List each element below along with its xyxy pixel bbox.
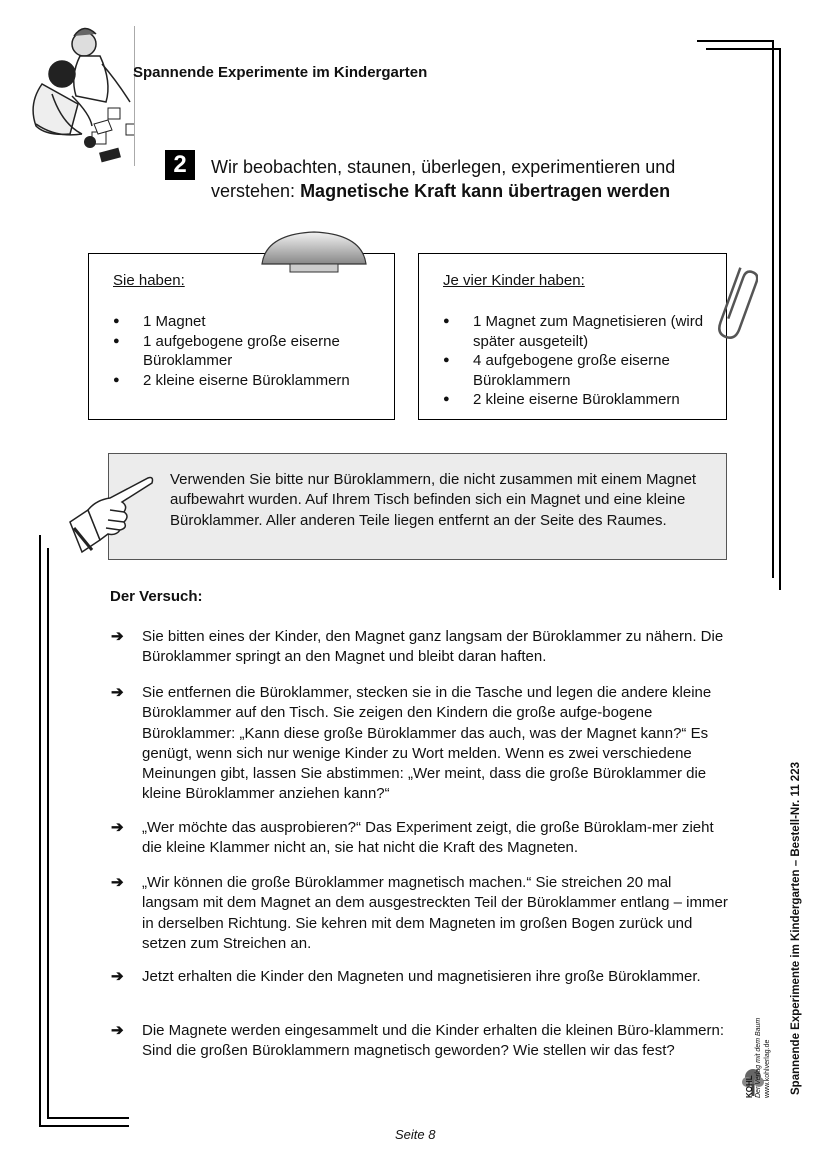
step-item — [111, 873, 731, 954]
step-text: Die Magnete werden eingesammelt und die Kinder erhalten die kleinen Büro-klammern: Sind die großen Büroklammern magnetisch geworden? Wie stellen wir das fest? — [142, 1022, 724, 1060]
list-item: ● 1 aufgebogene große eiserne Büroklammer — [113, 332, 383, 371]
header-title: Spannende Experimente im Kindergarten — [133, 64, 428, 81]
box-heading: Je vier Kinder haben: — [443, 272, 585, 289]
arrow-right-icon: ➔ — [111, 1022, 124, 1039]
box-heading: Sie haben: — [113, 272, 185, 289]
step-item — [111, 818, 731, 859]
paperclip-icon — [712, 262, 758, 344]
task-number: 2 — [165, 150, 195, 180]
materials-list — [443, 312, 713, 410]
pointing-hand-icon — [66, 470, 156, 556]
materials-box-teacher — [88, 253, 395, 420]
step-item — [111, 1021, 731, 1062]
list-item: ● 2 kleine eiserne Büroklammern — [443, 390, 713, 410]
materials-list — [113, 312, 383, 390]
arrow-right-icon: ➔ — [111, 819, 124, 836]
publisher-logo: KOHL Der Verlag mit dem Baum www.kohlverlag.de — [745, 1017, 771, 1098]
arrow-right-icon: ➔ — [111, 874, 124, 891]
frame-line — [697, 40, 772, 42]
frame-line — [779, 48, 781, 590]
hint-box — [108, 453, 727, 560]
step-item — [111, 967, 731, 987]
arrow-right-icon: ➔ — [111, 968, 124, 985]
step-text: Sie bitten eines der Kinder, den Magnet ganz langsam der Büroklammer zu nähern. Die Büroklammer springt an den Magnet und bleibt daran haften. — [142, 628, 724, 666]
step-text: Sie entfernen die Büroklammer, stecken sie in die Tasche und legen die andere kleine Büroklammer auf den Tisch. Sie zeigen den Kindern die große aufge-bogene Büroklammer: „Kann diese große Büroklammer das auch, was der Magnet kann?“ Es genügt, wenn sich nur wenige Kinder zu Wort melden. Wenn es zwei verschiedene Meinungen gibt, lassen Sie abstimmen: „Wer meint, dass die große Büroklammer die kleine Büroklammer anziehen kann?“ — [142, 684, 712, 803]
side-order-info: Spannende Experimente im Kindergarten – Bestell-Nr. 11 223 — [790, 762, 802, 1095]
step-item — [111, 683, 731, 805]
hint-text: Verwenden Sie bitte nur Büroklammern, die nicht zusammen mit einem Magnet aufbewahrt wurden. Auf Ihrem Tisch befinden sich ein Magnet und eine kleine Büroklammer. Aller anderen Teile liegen entfernt an der Seite des Raumes. — [170, 471, 697, 529]
list-item: ● 1 Magnet zum Magnetisieren (wird später ausgeteilt) — [443, 312, 713, 351]
step-text: „Wir können die große Büroklammer magnetisch machen.“ Sie streichen 20 mal langsam mit dem Magnet an dem ausgestreckten Teil der Büroklammer entlang – immer in derselben Richtung. Sie kehren mit dem Magneten im großen Bogen zurück und setzen zum Streichen an. — [142, 874, 728, 952]
step-text: Jetzt erhalten die Kinder den Magneten und magnetisieren ihre große Büroklammer. — [142, 968, 701, 985]
children-illustration — [22, 24, 134, 170]
section-heading: Der Versuch: — [110, 588, 203, 605]
magnet-icon — [258, 230, 370, 276]
arrow-right-icon: ➔ — [111, 628, 124, 645]
divider-line — [134, 26, 135, 166]
frame-line — [772, 40, 774, 578]
list-item: ● 1 Magnet — [113, 312, 383, 332]
step-text: „Wer möchte das ausprobieren?“ Das Experiment zeigt, die große Büroklam-mer zieht die kleine Klammer nicht an, sie hat nicht die Kraft des Magneten. — [142, 819, 714, 857]
frame-line — [47, 548, 49, 1118]
materials-box-children — [418, 253, 727, 420]
arrow-right-icon: ➔ — [111, 684, 124, 701]
frame-line — [39, 535, 41, 1125]
list-item: ● 4 aufgebogene große eiserne Büroklammern — [443, 351, 713, 390]
task-title: Wir beobachten, staunen, überlegen, experimentieren und verstehen: Magnetische Kraft kann übertragen werden — [211, 157, 676, 201]
frame-line — [47, 1117, 129, 1119]
page-number: Seite 8 — [395, 1127, 436, 1142]
frame-line — [706, 48, 781, 50]
frame-line — [39, 1125, 129, 1127]
step-item — [111, 627, 731, 668]
list-item: ● 2 kleine eiserne Büroklammern — [113, 371, 383, 391]
